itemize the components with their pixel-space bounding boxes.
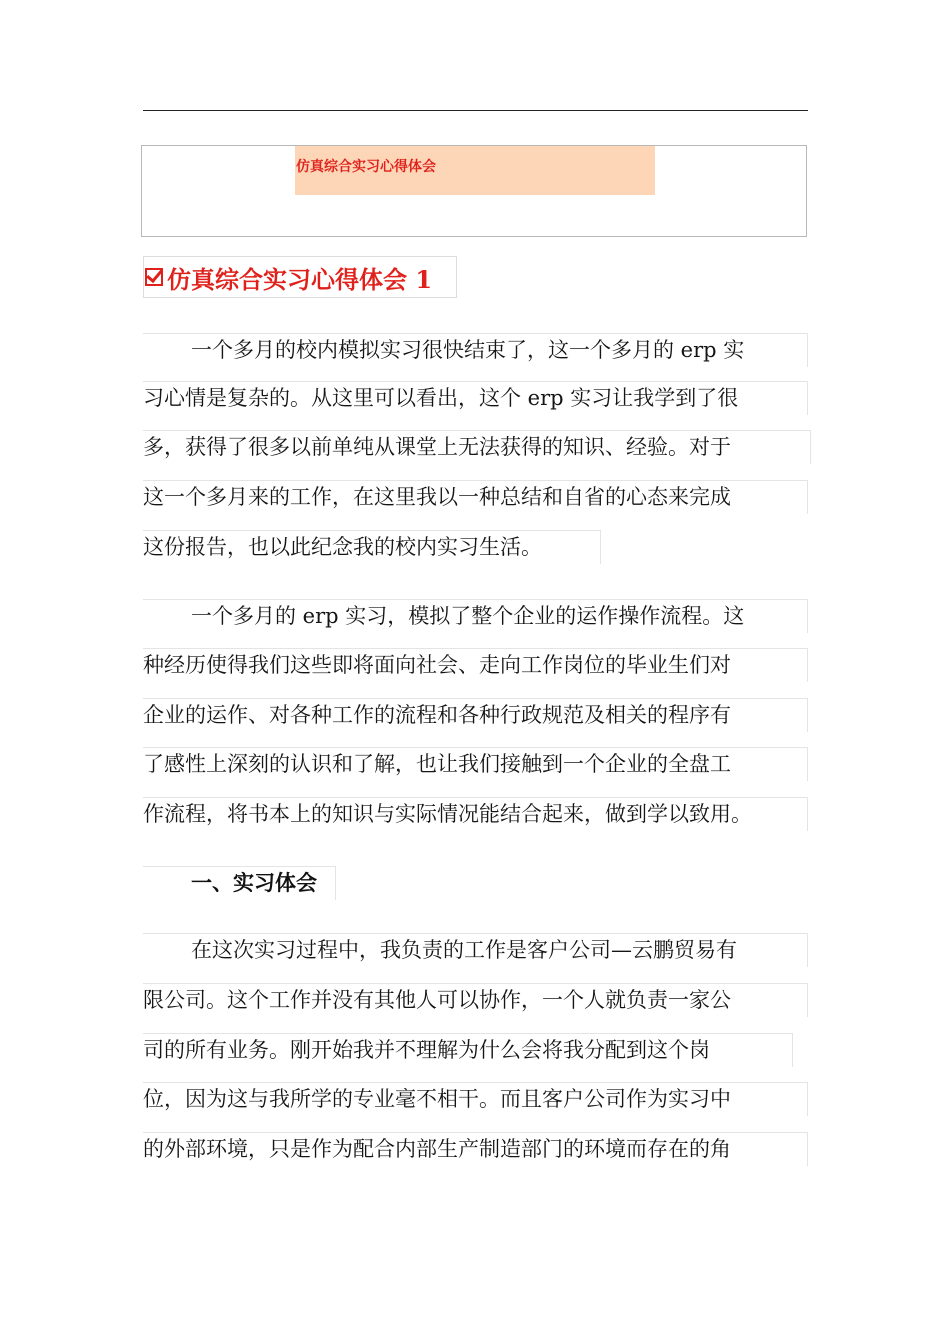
document-title-box (141, 145, 807, 237)
checkbox-checked-icon (145, 268, 163, 286)
paragraph-line: 的外部环境，只是作为配合内部生产制造部门的环境而存在的角 (143, 1132, 808, 1166)
paragraph-line: 习心情是复杂的。从这里可以看出，这个 erp 实习让我学到了很 (143, 381, 808, 415)
header-rule (143, 110, 808, 111)
paragraph-line: 位，因为这与我所学的专业毫不相干。而且客户公司作为实习中 (143, 1082, 808, 1116)
paragraph-line: 了感性上深刻的认识和了解，也让我们接触到一个企业的全盘工 (143, 747, 808, 781)
paragraph-line: 多，获得了很多以前单纯从课堂上无法获得的知识、经验。对于 (143, 430, 811, 464)
paragraph-line: 作流程，将书本上的知识与实际情况能结合起来，做到学以致用。 (143, 797, 808, 831)
paragraph-line: 种经历使得我们这些即将面向社会、走向工作岗位的毕业生们对 (143, 648, 808, 682)
section-heading-text: 仿真综合实习心得体会 1 (167, 264, 433, 294)
paragraph-line: 在这次实习过程中，我负责的工作是客户公司—云鹏贸易有 (143, 933, 808, 967)
paragraph-line: 这份报告，也以此纪念我的校内实习生活。 (143, 530, 601, 564)
paragraph-line: 一个多月的 erp 实习，模拟了整个企业的运作操作流程。这 (143, 599, 808, 633)
section-heading (143, 256, 457, 298)
document-title: 仿真综合实习心得体会 (296, 159, 436, 175)
subsection-heading: 一、实习体会 (143, 866, 336, 900)
paragraph-line: 限公司。这个工作并没有其他人可以协作，一个人就负责一家公 (143, 983, 808, 1017)
paragraph-line: 企业的运作、对各种工作的流程和各种行政规范及相关的程序有 (143, 698, 808, 732)
paragraph-line: 这一个多月来的工作，在这里我以一种总结和自省的心态来完成 (143, 480, 808, 514)
paragraph-line: 一个多月的校内模拟实习很快结束了，这一个多月的 erp 实 (143, 333, 808, 367)
paragraph-line: 司的所有业务。刚开始我并不理解为什么会将我分配到这个岗 (143, 1033, 793, 1067)
